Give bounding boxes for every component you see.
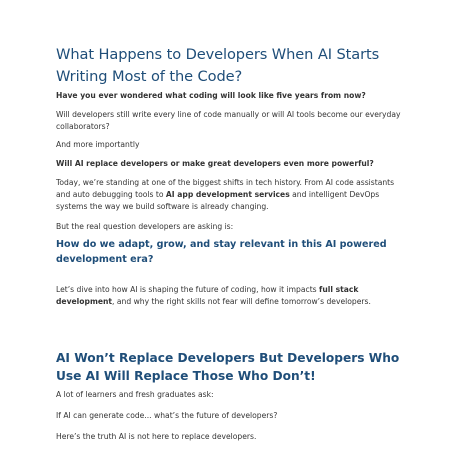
paragraph-learners-ask: A lot of learners and fresh graduates ask: xyxy=(56,390,214,399)
paragraph-dive-in-start: Let’s dive into how AI is shaping the future of coding, how it impacts xyxy=(56,285,320,294)
paragraph-real-question: But the real question developers are asking is: xyxy=(56,222,234,231)
paragraph-dive-in xyxy=(56,284,401,308)
paragraph-dive-in-end: , and why the right skills not fear will define tomorrow’s developers. xyxy=(112,297,371,307)
paragraph-future-question: If AI can generate code... what’s the future of developers? xyxy=(56,411,278,420)
paragraph-tech-shift-end: and intelligent DevOps systems the way we build software is already changing. xyxy=(56,190,380,212)
subheading-adapt-grow: How do we adapt, grow, and stay relevant in this AI powered development era? xyxy=(56,239,387,265)
paragraph-collaborators: Will developers still write every line of code manually or will AI tools become our everyday collaborators? xyxy=(56,110,401,132)
paragraph-more-importantly: And more importantly xyxy=(56,140,140,149)
paragraph-tech-shift xyxy=(56,177,401,214)
question-replace-developers: Will AI replace developers or make great developers even more powerful? xyxy=(56,159,374,168)
paragraph-tech-shift-start: Today, we’re standing at one of the biggest shifts in tech history. From AI code assistants and auto debugging tools to xyxy=(56,178,395,200)
full-stack-development-text: full stack development xyxy=(56,285,359,307)
paragraph-truth: Here’s the truth AI is not here to replace developers. xyxy=(56,432,257,441)
page-title: What Happens to Developers When AI Starts Writing Most of the Code? xyxy=(56,46,380,85)
section-heading: AI Won’t Replace Developers But Developers Who Use AI Will Replace Those Who Don’t! xyxy=(56,351,400,383)
ai-app-development-services-text: AI app development services xyxy=(165,190,290,200)
question-five-years: Have you ever wondered what coding will look like five years from now? xyxy=(56,91,366,100)
